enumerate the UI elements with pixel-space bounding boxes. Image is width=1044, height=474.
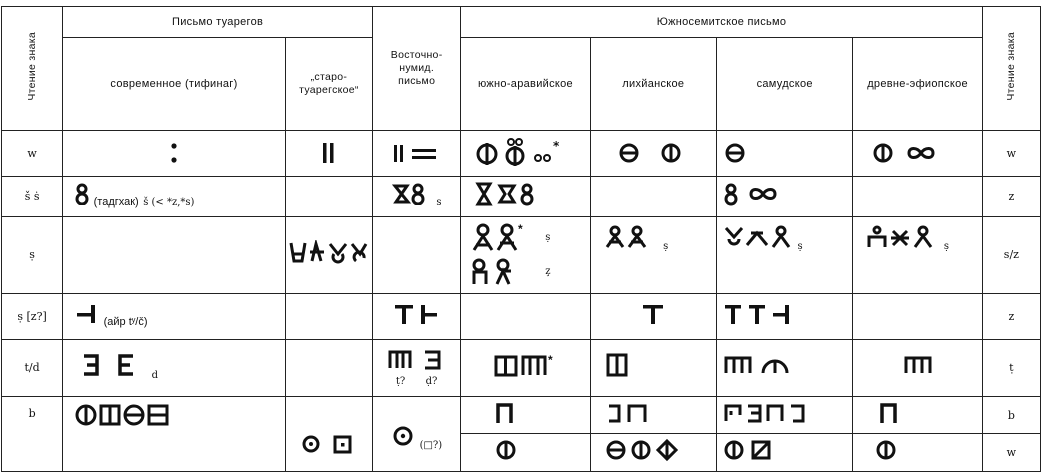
tifinagh-glyph-cell [63, 131, 286, 177]
tet-arch-glyph-icon [723, 353, 793, 377]
pi-glyph-icon [495, 401, 515, 425]
old-ethiopic-header: древне-эфиопское [853, 38, 982, 131]
tifinagh-glyph-cell [63, 396, 286, 471]
script-comparison-table [1, 6, 1041, 472]
table-row [2, 293, 1041, 339]
south-arabian-note: ṣ [545, 232, 551, 244]
numid-glyph-cell [373, 216, 461, 293]
colon-glyph-icon [169, 141, 179, 165]
south-arabian-glyph-cell [461, 131, 590, 177]
old-ethiopic-glyph-cell [853, 293, 982, 339]
table-row [2, 131, 1041, 177]
reading-cell: b [2, 396, 63, 471]
reading-cell-right: b [982, 396, 1040, 434]
lihyanite-header: лихйанское [590, 38, 716, 131]
thamudic-b-glyph-icon [723, 401, 823, 425]
tee-glyph-icon [393, 302, 441, 326]
numid-glyph-cell [373, 339, 461, 396]
reading-cell: t/d [2, 339, 63, 396]
tifinagh-glyph-cell [63, 176, 286, 216]
old-tuareg-sad-glyph-icon [288, 240, 370, 264]
reading-cell: w [2, 131, 63, 177]
tifinagh-note: d [151, 370, 159, 382]
lihyanite-note: ṣ [663, 240, 669, 252]
tet-glyph-icon [903, 353, 933, 377]
tifinagh-dad-glyph-icon [81, 352, 147, 378]
reading-cell-right: ṭ [982, 339, 1040, 396]
bracket-pi-glyph-icon [605, 401, 665, 425]
tifinagh-glyph-cell [63, 339, 286, 396]
east-numid-header: Восточно- нумид. письмо [373, 7, 461, 131]
tifinagh-note: (айр tʸ/č) [103, 315, 148, 328]
table-row [2, 176, 1041, 216]
lihyanite-glyph-cell [590, 434, 716, 472]
lihyanite-glyph-cell [590, 216, 716, 293]
south-arabian-glyph-cell [461, 434, 590, 472]
tifinagh-b-glyph-icon [75, 403, 195, 427]
phi-infinity-glyph-icon [871, 141, 951, 165]
old-tuareg-glyph-cell [285, 339, 372, 396]
old-ethiopic-glyph-cell [853, 216, 982, 293]
lihyanite-glyph-cell [590, 176, 716, 216]
pi-glyph-icon [879, 401, 899, 425]
tet-glyph-icon [493, 352, 557, 378]
old-ethiopic-note: ṣ [943, 240, 949, 252]
theta-phi-glyph-icon [617, 141, 689, 165]
tifinagh-note: (тадгхак) [93, 195, 139, 208]
svg-text:*: * [518, 222, 523, 236]
old-ethiopic-glyph-cell [853, 131, 982, 177]
lihyanite-glyph-cell [590, 293, 716, 339]
old-tuareg-glyph-cell [285, 176, 372, 216]
reading-cell-right: z [982, 293, 1040, 339]
thamudic-glyph-cell [717, 434, 853, 472]
numid-glyph-cell [373, 293, 461, 339]
dad-glyph-icon [471, 257, 531, 287]
tifinagh-glyph-cell [63, 216, 286, 293]
numid-glyph-cell [373, 396, 461, 471]
svg-text:*: * [548, 353, 554, 368]
numid-note: (□?) [419, 440, 443, 451]
dot-circle-glyph-icon [391, 424, 415, 448]
phi-glyph-icon [875, 438, 897, 462]
south-arabian-glyph-cell [461, 339, 590, 396]
hourglass-eight-glyph-icon [392, 183, 432, 205]
reading-cell: š ṡ [2, 176, 63, 216]
tsadai-glyph-icon [867, 225, 939, 249]
old-tuareg-glyph-cell [285, 293, 372, 339]
thamudic-header: самудское [717, 38, 853, 131]
tifinagh-glyph-cell [63, 293, 286, 339]
south-arabian-header: южно-аравийское [461, 38, 590, 131]
theta-glyph-icon [723, 141, 747, 165]
thamudic-note: ṣ [797, 240, 803, 252]
south-arabian-glyph-cell [461, 216, 590, 293]
dot-circle-square-glyph-icon [299, 434, 359, 454]
phi-glyph-icon [495, 438, 517, 462]
reading-cell: ṣ [2, 216, 63, 293]
lihyanite-glyph-cell [590, 131, 716, 177]
old-ethiopic-glyph-cell [853, 339, 982, 396]
old-ethiopic-glyph-cell [853, 176, 982, 216]
sad-glyph-icon [471, 223, 531, 253]
circle-bar-glyph-icon [475, 136, 575, 170]
thamudic-glyph-cell [717, 216, 853, 293]
left-tack-glyph-icon [75, 303, 99, 325]
old-tuareg-glyph-cell [285, 131, 372, 177]
svg-text:*: * [553, 139, 560, 154]
lihyanite-glyph-cell [590, 339, 716, 396]
old-ethiopic-glyph-cell [853, 434, 982, 472]
hourglass-glyph-icon [475, 182, 545, 206]
thamudic-glyph-cell [717, 396, 853, 434]
numid-tet-glyph-icon [387, 348, 447, 370]
tifinagh-formula: š (< *z,*s) [143, 196, 195, 208]
old-tuareg-glyph-cell [285, 216, 372, 293]
table-row [2, 339, 1041, 396]
double-bar-glyph-icon [321, 142, 337, 164]
tuareg-header: Письмо туарегов [63, 7, 373, 38]
south-arabian-glyph-cell [461, 293, 590, 339]
numid-note: ṭ? [395, 376, 406, 388]
tee-glyph-icon [641, 302, 665, 326]
old-ethiopic-glyph-cell [853, 396, 982, 434]
south-semitic-header: Южносемитское письмо [461, 7, 982, 38]
tee-tack-glyph-icon [723, 302, 793, 326]
phi-box-glyph-icon [723, 438, 783, 462]
eight-infinity-glyph-icon [723, 182, 783, 206]
thamudic-glyph-cell [717, 131, 853, 177]
numid-note: s [436, 196, 442, 208]
south-arabian-note: z̧ [545, 266, 551, 278]
table-row [2, 396, 1041, 434]
reading-cell-right: w [982, 131, 1040, 177]
reading-cell-right: z [982, 176, 1040, 216]
figure-eight-glyph-icon [75, 183, 89, 205]
tet-glyph-icon [605, 352, 629, 378]
south-arabian-glyph-cell [461, 396, 590, 434]
numid-glyph-cell [373, 176, 461, 216]
south-arabian-glyph-cell [461, 176, 590, 216]
thamudic-glyph-cell [717, 293, 853, 339]
reading-header-right: Чтение знака [982, 7, 1040, 131]
sad-glyph-icon [723, 225, 793, 249]
reading-cell: ṣ [z?] [2, 293, 63, 339]
old-tuareg-header: „старо- туарегское“ [285, 38, 372, 131]
bar-equals-glyph-icon [392, 142, 442, 164]
thamudic-glyph-cell [717, 339, 853, 396]
theta-phi-diamond-glyph-icon [605, 438, 695, 462]
numid-note: ḍ? [425, 376, 438, 388]
reading-header-left: Чтение знака [2, 7, 63, 131]
table-row [2, 216, 1041, 293]
reading-cell-right: w [982, 434, 1040, 472]
reading-cell-right: s/z [982, 216, 1040, 293]
lihyanite-glyph-cell [590, 396, 716, 434]
sad-glyph-icon [605, 225, 659, 249]
numid-glyph-cell [373, 131, 461, 177]
thamudic-glyph-cell [717, 176, 853, 216]
modern-tifinagh-header: современное (тифинаг) [63, 38, 286, 131]
old-tuareg-glyph-cell [285, 396, 372, 471]
